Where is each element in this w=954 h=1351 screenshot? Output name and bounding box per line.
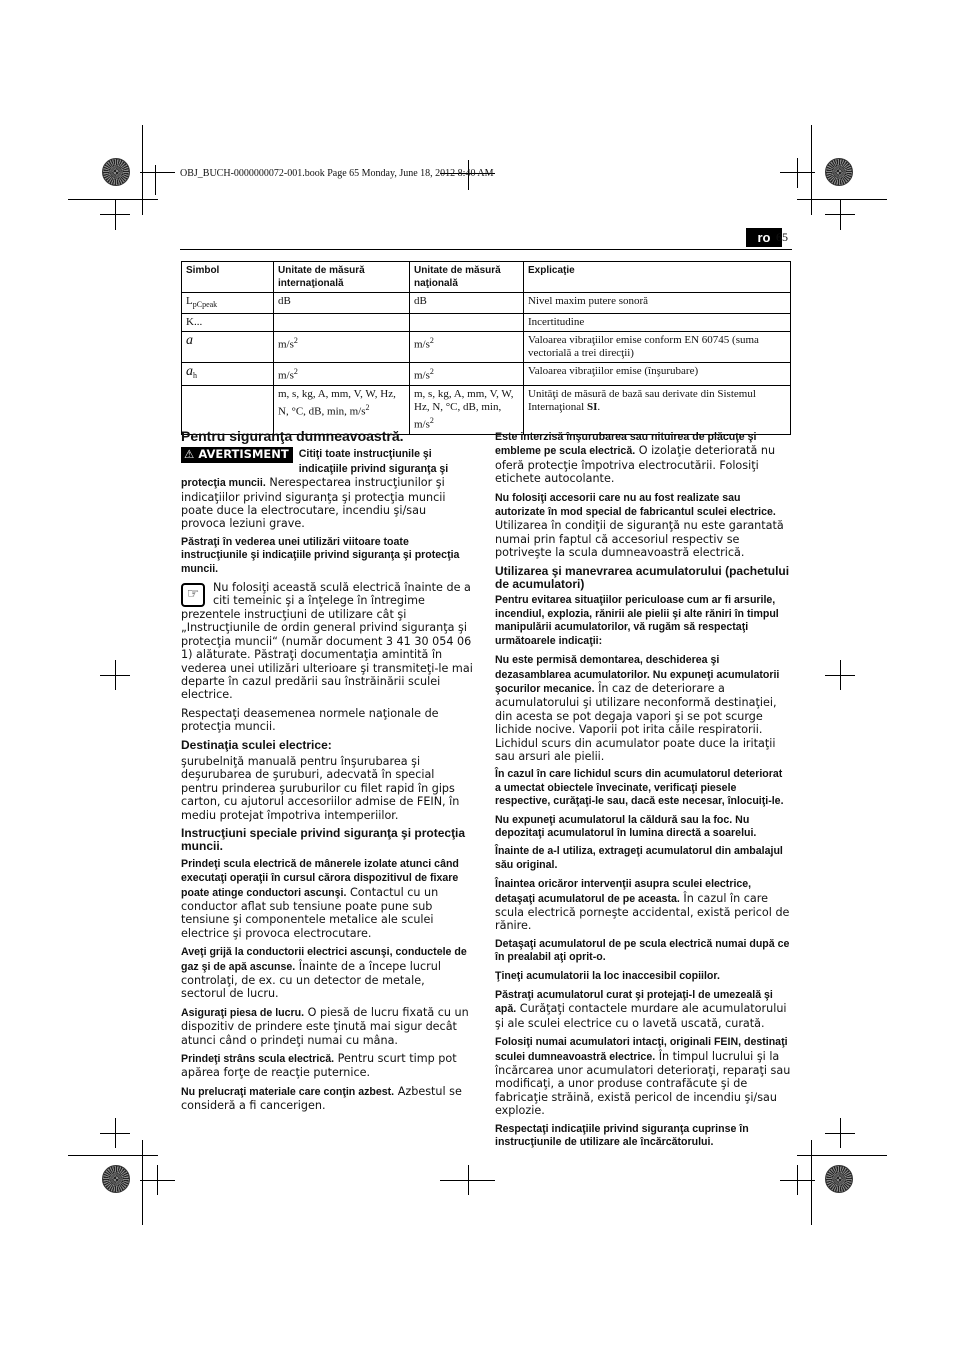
keep-instructions: Păstraţi în vederea unei utilizări viitoare toate instrucţiunile şi indicaţiile privind siguranţa şi protecţia muncii. bbox=[181, 535, 460, 575]
section-title: Pentru siguranţa dumneavoastră. bbox=[181, 428, 404, 444]
expl-cell: Unităţi de măsură de bază sau derivate din Sistemul Internaţional SI. bbox=[524, 385, 791, 434]
battery-paragraph: În cazul în care lichidul scurs din acumulatorul deteriorat a umectat obiectele învecinate, verificaţi piesele respective, curăţaţi-le sau, dacă este necesar, înlocuiţi-le. bbox=[495, 768, 784, 808]
warning-paragraph: ⚠ AVERTISMENT Citiţi toate instrucţiunile şi indicaţiile privind siguranţa şi protecţia muncii. Nerespectarea instrucţiunilor şi indicaţiilor privind siguranţa şi protecţia muncii poate duce la electrocutare, incendiu şi/sau provoca leziuni grave. bbox=[181, 447, 449, 531]
header-rule bbox=[180, 249, 792, 250]
expl-cell: Valoarea vibraţiilor emise conform EN 60745 (suma vectorială a trei direcţii) bbox=[524, 332, 791, 363]
header-cell: Unitate de măsură naţională bbox=[410, 262, 524, 293]
safety-paragraph: Asiguraţi piesa de lucru. O piesă de lucru fixată cu un dispozitiv de prindere este ţinută mai sigur decât atunci când o prindeţi numai cu mâna. bbox=[181, 1005, 469, 1047]
read-manual-paragraph: ☞ Nu folosiţi această sculă electrică înainte de a citi temeinic şi a înţelege în întregime prezentele instrucţiuni de utilizare cât şi „Instrucţiunile de ordin general privind siguranţa şi protecţia muncii“ (număr document 3 41 30 054 06 1) alăturate. Păstraţi documentaţia amintită în vederea unei utilizări ulterioare şi transmiteţi-le mai departe în cazul predării sau înstrăinării sculei electrice. bbox=[181, 581, 473, 702]
battery-paragraph: Respectaţi indicaţiile privind siguranţa cuprinse în instrucţiunile de utilizare ale încărcătorului. bbox=[495, 1122, 749, 1149]
safety-paragraph: Prindeţi strâns scula electrică. Pentru scurt timp pot apărea forţe de reacţie puternice. bbox=[181, 1052, 457, 1080]
header-cell: Unitate de măsură internaţională bbox=[274, 262, 410, 293]
intl-cell: m, s, kg, A, mm, V, W, Hz, N, °C, dB, min, $m/s^2$ bbox=[274, 385, 410, 434]
warning-triangle-icon: ⚠ bbox=[184, 447, 195, 462]
intl-cell: $m/s^2$ bbox=[274, 363, 410, 386]
destination-title: Destinaţia sculei electrice: bbox=[181, 737, 332, 752]
nat-cell: dB bbox=[410, 293, 524, 314]
nat-cell: $m/s^2$ bbox=[410, 332, 524, 363]
safety-paragraph: Nu prelucraţi materiale care conţin azbest. Azbestul se consideră a fi cancerigen. bbox=[181, 1084, 462, 1113]
battery-paragraph: Pentru evitarea situaţiilor periculoase cum ar fi arsurile, incendiul, explozia, rănirii ale pielii şi alte răniri în timpul manipulării acumulatorilor, vă rugăm să respectaţi următoarele indicaţii: bbox=[495, 594, 779, 647]
symbol-cell: $a_h$ bbox=[182, 363, 274, 386]
nat-cell: m, s, kg, A, mm, V, W, Hz, N, °C, dB, min, $m/s^2$ bbox=[410, 385, 524, 434]
symbol-cell: $L_{pCpeak}$ bbox=[182, 293, 274, 314]
table-row bbox=[182, 293, 791, 314]
left-column bbox=[181, 430, 473, 1118]
expl-cell: Valoarea vibraţiilor emise (înşurubare) bbox=[524, 363, 791, 386]
battery-paragraph: Ţineţi acumulatorii la loc inaccesibil copiilor. bbox=[495, 969, 720, 982]
table-header-row bbox=[182, 262, 791, 293]
battery-paragraph: Detaşaţi acumulatorul de pe scula electrică numai după ce în prealabil aţi oprit-o. bbox=[495, 937, 790, 964]
symbol-cell bbox=[182, 385, 274, 434]
safety-paragraph: Prindeţi scula electrică de mânerele izolate atunci când executaţi operaţii în cursul cărora dispozitivul de fixare poate atinge conductori ascunşi. Contactul cu un conductor aflat sub tensiune poate pune sub tensiune şi componentele metalice ale sculei electrice şi provoca electrocutare. bbox=[181, 857, 459, 940]
nat-cell: $m/s^2$ bbox=[410, 363, 524, 386]
intl-cell bbox=[274, 314, 410, 332]
file-info: OBJ_BUCH-0000000072-001.book Page 65 Monday, June 18, 2012 8:40 AM bbox=[180, 168, 494, 179]
national-rules: Respectaţi deasemenea normele naţionale de protecţia muncii. bbox=[181, 706, 439, 734]
special-instructions-title: Instrucţiuni speciale privind siguranţa şi protecţia muncii. bbox=[181, 825, 466, 854]
safety-paragraph: Aveţi grijă la conductorii electrici ascunşi, conductele de gaz şi de apă ascunse. Înainte de a începe lucrul controlaţi, de ex. cu un detector de metale, sectorul de lucru. bbox=[181, 946, 467, 1001]
header-cell: Explicaţie bbox=[524, 262, 791, 293]
symbol-cell: a bbox=[182, 332, 274, 363]
language-badge: ro bbox=[746, 228, 782, 247]
battery-paragraph: Păstraţi acumulatorul curat şi protejaţi-l de umezeală şi apă. Curăţaţi contactele murdare ale acumulatorului şi ale sculei electrice cu o lavetă uscată, curată. bbox=[495, 989, 787, 1030]
page-number: 65 bbox=[776, 230, 788, 244]
battery-paragraph: Nu este permisă demontarea, deschiderea şi dezasamblarea acumulatorilor. Nu expuneţi acumulatorii şocurilor mecanice. În caz de deteriorare a acumulatorului şi utilizare neconformă destinaţiei, din acesta se pot degaja vapori şi se pot scurge lichide nocive. Vaporii pot irita căile respiratorii. Lichidul scurs din acumulator poate duce la iritaţii sau arsuri ale pielii. bbox=[495, 654, 780, 763]
expl-cell: Incertitudine bbox=[524, 314, 791, 332]
battery-paragraph: Folosiţi numai acumulatori intacţi, originali FEIN, destinaţi sculei dumneavoastră electrice. În timpul lucrului şi la încărcarea unor acumulatori deterioraţi, reparaţi sau modificaţi, a unor produse contrafăcute şi de fabricaţie străină, există pericol de incendiu şi/sau explozie. bbox=[495, 1036, 791, 1118]
table-row bbox=[182, 363, 791, 386]
symbol-table bbox=[181, 261, 791, 435]
symbol-cell: K... bbox=[182, 314, 274, 332]
table-row bbox=[182, 314, 791, 332]
header-cell: Simbol bbox=[182, 262, 274, 293]
intl-cell: $m/s^2$ bbox=[274, 332, 410, 363]
table-row bbox=[182, 332, 791, 363]
right-column bbox=[495, 430, 791, 1155]
battery-paragraph: Nu expuneţi acumulatorul la căldură sau la foc. Nu depozitaţi acumulatorul în lumina directă a soarelui. bbox=[495, 813, 757, 839]
warning-badge: ⚠ AVERTISMENT bbox=[181, 447, 293, 462]
intl-cell: dB bbox=[274, 293, 410, 314]
safety-paragraph: Este interzisă înşurubarea sau nituirea de plăcuţe şi embleme pe scula electrică. O izolaţie deteriorată nu oferă protecţie împotriva electrocutării. Folosiţi etichete autocolante. bbox=[495, 431, 776, 486]
battery-paragraph: Înainte de a-l utiliza, extrageţi acumulatorul din ambalajul său original. bbox=[495, 845, 783, 871]
expl-cell: Nivel maxim putere sonoră bbox=[524, 293, 791, 314]
destination-text: şurubelniţă manuală pentru înşurubarea şi deşurubarea de şuruburi, adecvată în special pentru prinderea şuruburilor cu filet rapid în gips carton, cu ajutorul accesoriilor admise de FEIN, în mediu protejat împotriva intemperiilor. bbox=[181, 754, 460, 822]
battery-section-title: Utilizarea şi manevrarea acumulatorului (pachetului de acumulatori) bbox=[495, 563, 790, 592]
battery-paragraph: Înaintea oricăror intervenţii asupra sculei electrice, detaşaţi acumulatorul de pe aceasta. În cazul în care scula electrică porneşte accidental, există pericol de rănire. bbox=[495, 878, 790, 933]
safety-paragraph: Nu folosiţi accesorii care nu au fost realizate sau autorizate în mod special de fabricantul sculei electrice. Utilizarea în condiţii de siguranţă nu este garantată numai prin faptul că accesoriul respectiv se potriveşte la scula dumneavoastră electrică. bbox=[495, 491, 784, 560]
table-row bbox=[182, 385, 791, 434]
nat-cell bbox=[410, 314, 524, 332]
read-manual-icon: ☞ bbox=[181, 583, 205, 607]
